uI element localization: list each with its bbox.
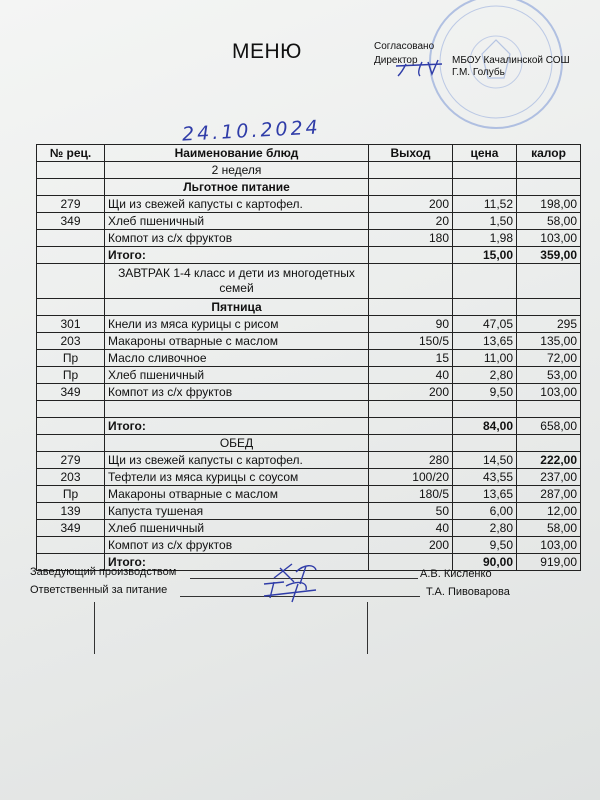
calories: 287,00 [517,486,581,503]
price: 47,05 [453,316,517,333]
total-price: 15,00 [453,247,517,264]
menu-table [36,144,581,571]
total-calories: 359,00 [517,247,581,264]
recipe-number: 203 [37,469,105,486]
output-weight: 150/5 [369,333,453,350]
approval-label: Согласовано [374,41,435,52]
table-row [37,520,581,537]
dish-name: Хлеб пшеничный [105,520,369,537]
dish-name: Щи из свежей капусты с картофел. [105,452,369,469]
responsible-row [30,584,582,602]
total-calories: 658,00 [517,418,581,435]
price: 6,00 [453,503,517,520]
table-row [37,537,581,554]
table-row [37,452,581,469]
responsible-signature [258,576,322,604]
section-title-breakfast: ЗАВТРАК 1-4 класс и дети из многодетных семей [105,264,369,299]
dish-name: Щи из свежей капусты с картофел. [105,196,369,213]
calories: 103,00 [517,537,581,554]
price: 1,98 [453,230,517,247]
recipe-number: 349 [37,213,105,230]
table-row [37,196,581,213]
section-title-row [37,435,581,452]
dish-name: Кнели из мяса курицы с рисом [105,316,369,333]
dish-name: Макароны отварные с маслом [105,486,369,503]
calories: 12,00 [517,503,581,520]
calories: 135,00 [517,333,581,350]
column-header-rec: № рец. [37,145,105,162]
recipe-number: Пр [37,350,105,367]
calories: 237,00 [517,469,581,486]
calories: 58,00 [517,520,581,537]
section-benefit-body [37,196,581,247]
section-title-row [37,264,581,299]
table-row [37,367,581,384]
responsible-label: Ответственный за питание [30,584,168,596]
day-row [37,299,581,316]
dish-name: Компот из с/х фруктов [105,384,369,401]
calories: 222,00 [517,452,581,469]
dish-name: Масло сливочное [105,350,369,367]
dish-name: Хлеб пшеничный [105,367,369,384]
recipe-number: 203 [37,333,105,350]
table-row [37,333,581,350]
recipe-number: 349 [37,520,105,537]
section-title-row [37,179,581,196]
total-label: Итого: [105,554,369,571]
approval-role: Директор [374,55,418,66]
handwritten-date: 24.10.2024 [181,116,322,146]
total-calories: 919,00 [517,554,581,571]
week-row [37,162,581,179]
responsible-name: Т.А. Пивоварова [426,586,510,598]
section-breakfast-body [37,316,581,401]
dish-name: Компот из с/х фруктов [105,537,369,554]
output-weight: 180/5 [369,486,453,503]
total-label: Итого: [105,247,369,264]
manager-label: Заведующий производством [30,566,177,578]
output-weight: 200 [369,537,453,554]
output-weight: 200 [369,196,453,213]
recipe-number [37,537,105,554]
total-price: 84,00 [453,418,517,435]
empty-row [37,401,581,418]
price: 13,65 [453,486,517,503]
column-header-name: Наименование блюд [105,145,369,162]
dish-name: Капуста тушеная [105,503,369,520]
total-label: Итого: [105,418,369,435]
section-title-lunch: ОБЕД [105,435,369,452]
approval-school: МБОУ Качалинской СОШ [452,55,570,66]
price: 2,80 [453,520,517,537]
output-weight: 100/20 [369,469,453,486]
day-label: Пятница [105,299,369,316]
calories: 72,00 [517,350,581,367]
table-row [37,384,581,401]
table-row [37,469,581,486]
output-weight: 15 [369,350,453,367]
price: 1,50 [453,213,517,230]
dish-name: Тефтели из мяса курицы с соусом [105,469,369,486]
total-price: 90,00 [453,554,517,571]
recipe-number: 349 [37,384,105,401]
recipe-number: Пр [37,367,105,384]
price: 43,55 [453,469,517,486]
recipe-number: Пр [37,486,105,503]
output-weight: 50 [369,503,453,520]
table-row [37,486,581,503]
column-header-calories: калор [517,145,581,162]
recipe-number [37,230,105,247]
calories: 103,00 [517,230,581,247]
price: 11,52 [453,196,517,213]
table-row [37,213,581,230]
recipe-number: 301 [37,316,105,333]
signatures-footer [30,566,582,602]
price: 2,80 [453,367,517,384]
recipe-number: 139 [37,503,105,520]
price: 13,65 [453,333,517,350]
total-row [37,418,581,435]
director-name: Г.М. Голубь [452,67,505,78]
table-row [37,230,581,247]
table-row [37,316,581,333]
calories: 198,00 [517,196,581,213]
price: 14,50 [453,452,517,469]
price: 11,00 [453,350,517,367]
manager-name: А.В. Кисленко [420,568,492,580]
output-weight: 90 [369,316,453,333]
section-lunch-body [37,452,581,554]
page-title: МЕНЮ [232,40,302,63]
output-weight: 200 [369,384,453,401]
dish-name: Хлеб пшеничный [105,213,369,230]
price: 9,50 [453,384,517,401]
table-row [37,503,581,520]
recipe-number: 279 [37,452,105,469]
director-signature [392,52,452,78]
calories: 53,00 [517,367,581,384]
output-weight: 180 [369,230,453,247]
section-title-benefit: Льготное питание [105,179,369,196]
column-header-output: Выход [369,145,453,162]
dish-name: Макароны отварные с маслом [105,333,369,350]
total-row [37,247,581,264]
week-label: 2 неделя [105,162,369,179]
calories: 58,00 [517,213,581,230]
price: 9,50 [453,537,517,554]
output-weight: 20 [369,213,453,230]
calories: 295 [517,316,581,333]
dish-name: Компот из с/х фруктов [105,230,369,247]
footer-grid [94,602,368,654]
output-weight: 280 [369,452,453,469]
table-row [37,350,581,367]
output-weight: 40 [369,367,453,384]
calories: 103,00 [517,384,581,401]
output-weight: 40 [369,520,453,537]
recipe-number: 279 [37,196,105,213]
table-header-row [37,145,581,162]
column-header-price: цена [453,145,517,162]
